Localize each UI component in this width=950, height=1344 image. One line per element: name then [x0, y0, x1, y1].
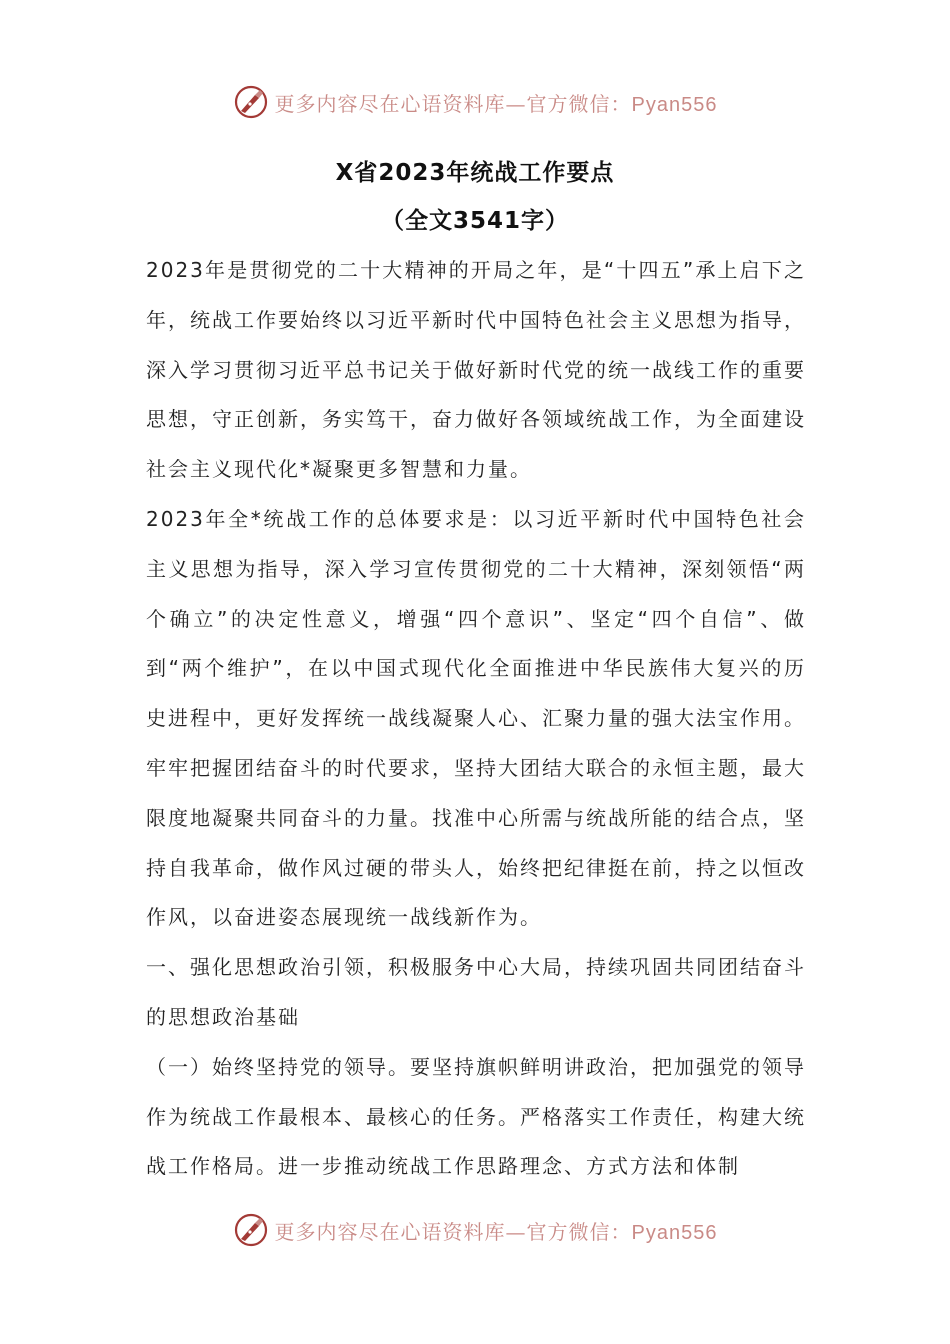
document-body	[146, 246, 806, 1192]
document-subtitle: （全文3541字）	[380, 208, 569, 234]
paragraph-subsection-one: （一）始终坚持党的领导。要坚持旗帜鲜明讲政治，把加强党的领导作为统战工作最根本、最核心的任务。严格落实工作责任，构建大统战工作格局。进一步推动统战工作思路理念、方式方法和体制	[146, 1054, 806, 1179]
watermark-wechat-id: Pyan556	[631, 93, 718, 116]
watermark-text: 更多内容尽在心语资料库—官方微信：Pyan556	[274, 91, 718, 116]
watermark-text: 更多内容尽在心语资料库—官方微信：Pyan556	[274, 1219, 718, 1244]
section-heading-one: 一、强化思想政治引领，积极服务中心大局，持续巩固共同团结奋斗的思想政治基础	[146, 955, 806, 1029]
watermark-wechat-id: Pyan556	[631, 1221, 718, 1244]
header-watermark	[0, 80, 950, 124]
footer-watermark	[0, 1208, 950, 1252]
paragraph-intro: 2023年是贯彻党的二十大精神的开局之年，是“十四五”承上启下之年，统战工作要始终以习近平新时代中国特色社会主义思想为指导，深入学习贯彻习近平总书记关于做好新时代党的统一战线工作的重要思想，守正创新，务实笃干，奋力做好各领域统战工作，为全面建设社会主义现代化*凝聚更多智慧和力量。	[146, 258, 806, 482]
pen-nib-circle-icon	[233, 84, 269, 120]
paragraph-general-requirements: 2023年全*统战工作的总体要求是：以习近平新时代中国特色社会主义思想为指导，深入学习宣传贯彻党的二十大精神，深刻领悟“两个确立”的决定性意义，增强“四个意识”、坚定“四个自信”、做到“两个维护”，在以中国式现代化全面推进中华民族伟大复兴的历史进程中，更好发挥统一战线凝聚人心、汇聚力量的强大法宝作用。牢牢把握团结奋斗的时代要求，坚持大团结大联合的永恒主题，最大限度地凝聚共同奋斗的力量。找准中心所需与统战所能的结合点，坚持自我革命，做作风过硬的带头人，始终把纪律挺在前，持之以恒改作风，以奋进姿态展现统一战线新作为。	[146, 506, 806, 930]
document-title: X省2023年统战工作要点	[335, 160, 615, 186]
pen-nib-circle-icon	[233, 1212, 269, 1248]
